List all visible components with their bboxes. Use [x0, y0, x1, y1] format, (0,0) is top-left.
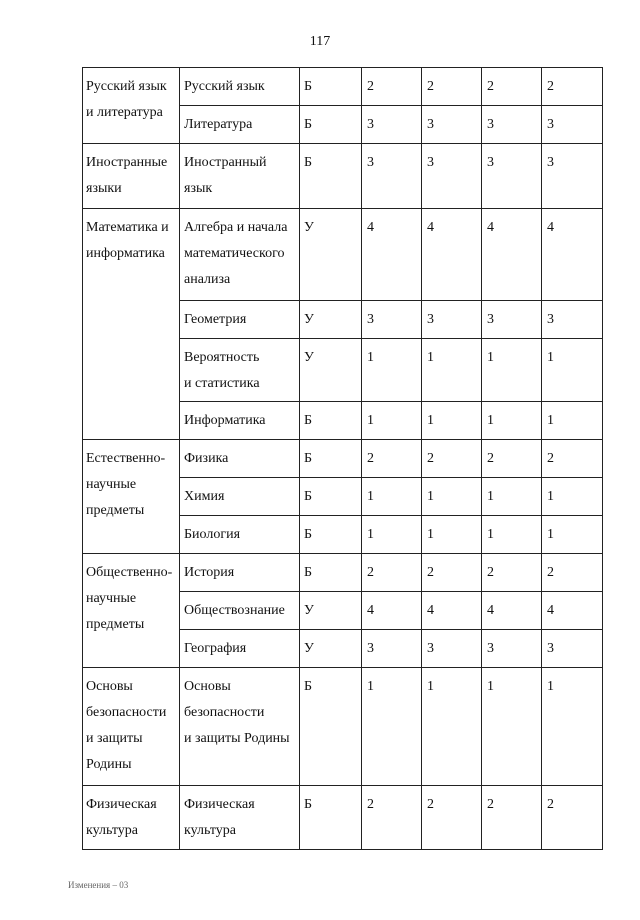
hours-cell: 1 [422, 668, 482, 786]
table-row [83, 668, 603, 786]
hours-cell: 2 [542, 554, 603, 592]
hours-cell: 2 [542, 68, 603, 106]
subject-cell: Вероятность и статистика [180, 339, 300, 402]
subject-cell: Обществознание [180, 592, 300, 630]
level-cell: У [300, 339, 362, 402]
subject-cell: Литература [180, 106, 300, 144]
hours-cell: 1 [542, 478, 603, 516]
hours-cell: 4 [422, 209, 482, 301]
hours-cell: 2 [362, 786, 422, 850]
hours-cell: 3 [362, 144, 422, 209]
level-cell: У [300, 592, 362, 630]
hours-cell: 3 [362, 106, 422, 144]
table-row [83, 440, 603, 478]
hours-cell: 2 [422, 786, 482, 850]
hours-cell: 1 [542, 516, 603, 554]
hours-cell: 1 [482, 668, 542, 786]
hours-cell: 3 [482, 144, 542, 209]
level-cell: Б [300, 478, 362, 516]
level-cell: У [300, 301, 362, 339]
hours-cell: 2 [362, 554, 422, 592]
hours-cell: 3 [482, 301, 542, 339]
table-row [83, 786, 603, 850]
hours-cell: 4 [422, 592, 482, 630]
level-cell: Б [300, 144, 362, 209]
hours-cell: 2 [482, 68, 542, 106]
subject-cell: Основы безопасности и защиты Родины [180, 668, 300, 786]
table-row [83, 68, 603, 106]
hours-cell: 3 [362, 301, 422, 339]
level-cell: У [300, 630, 362, 668]
subject-cell: Иностранный язык [180, 144, 300, 209]
hours-cell: 3 [542, 630, 603, 668]
hours-cell: 3 [482, 630, 542, 668]
level-cell: Б [300, 786, 362, 850]
subject-cell: Геометрия [180, 301, 300, 339]
level-cell: Б [300, 668, 362, 786]
table-row [83, 144, 603, 209]
hours-cell: 3 [362, 630, 422, 668]
table-row [83, 554, 603, 592]
hours-cell: 2 [482, 554, 542, 592]
hours-cell: 4 [482, 209, 542, 301]
level-cell: Б [300, 516, 362, 554]
level-cell: Б [300, 554, 362, 592]
subject-area-cell: Русский язык и литература [83, 68, 180, 144]
hours-cell: 1 [422, 478, 482, 516]
hours-cell: 3 [422, 106, 482, 144]
page-number: 117 [309, 34, 331, 49]
subject-area-cell: Основы безопасности и защиты Родины [83, 668, 180, 786]
subject-area-cell: Естественно- научные предметы [83, 440, 180, 554]
hours-cell: 4 [362, 592, 422, 630]
subject-area-cell: Физическая культура [83, 786, 180, 850]
subject-cell: Химия [180, 478, 300, 516]
hours-cell: 1 [362, 402, 422, 440]
hours-cell: 1 [482, 402, 542, 440]
hours-cell: 2 [542, 440, 603, 478]
level-cell: У [300, 209, 362, 301]
level-cell: Б [300, 68, 362, 106]
hours-cell: 4 [362, 209, 422, 301]
subject-cell: История [180, 554, 300, 592]
hours-cell: 3 [542, 301, 603, 339]
hours-cell: 1 [542, 339, 603, 402]
subject-cell: Физическая культура [180, 786, 300, 850]
level-cell: Б [300, 440, 362, 478]
subject-cell: Физика [180, 440, 300, 478]
hours-cell: 3 [482, 106, 542, 144]
subject-cell: Биология [180, 516, 300, 554]
footer-note: Изменения – 03 [68, 880, 129, 890]
hours-cell: 2 [482, 440, 542, 478]
hours-cell: 4 [542, 592, 603, 630]
subject-cell: Информатика [180, 402, 300, 440]
hours-cell: 1 [362, 339, 422, 402]
hours-cell: 1 [422, 516, 482, 554]
subject-area-cell: Математика и информатика [83, 209, 180, 440]
hours-cell: 2 [542, 786, 603, 850]
subject-cell: Русский язык [180, 68, 300, 106]
hours-cell: 2 [362, 440, 422, 478]
curriculum-table [82, 67, 603, 850]
hours-cell: 2 [422, 440, 482, 478]
hours-cell: 1 [542, 668, 603, 786]
hours-cell: 3 [542, 144, 603, 209]
hours-cell: 1 [422, 402, 482, 440]
hours-cell: 1 [482, 339, 542, 402]
hours-cell: 2 [362, 68, 422, 106]
hours-cell: 3 [422, 301, 482, 339]
hours-cell: 1 [362, 516, 422, 554]
hours-cell: 3 [542, 106, 603, 144]
hours-cell: 1 [362, 478, 422, 516]
level-cell: Б [300, 402, 362, 440]
hours-cell: 1 [542, 402, 603, 440]
level-cell: Б [300, 106, 362, 144]
hours-cell: 2 [482, 786, 542, 850]
hours-cell: 4 [482, 592, 542, 630]
subject-cell: География [180, 630, 300, 668]
hours-cell: 2 [422, 68, 482, 106]
hours-cell: 1 [422, 339, 482, 402]
hours-cell: 3 [422, 144, 482, 209]
subject-area-cell: Иностранные языки [83, 144, 180, 209]
hours-cell: 1 [482, 516, 542, 554]
subject-cell: Алгебра и начала математического анализа [180, 209, 300, 301]
subject-area-cell: Общественно- научные предметы [83, 554, 180, 668]
hours-cell: 1 [362, 668, 422, 786]
table-row [83, 209, 603, 301]
hours-cell: 4 [542, 209, 603, 301]
hours-cell: 3 [422, 630, 482, 668]
hours-cell: 1 [482, 478, 542, 516]
hours-cell: 2 [422, 554, 482, 592]
